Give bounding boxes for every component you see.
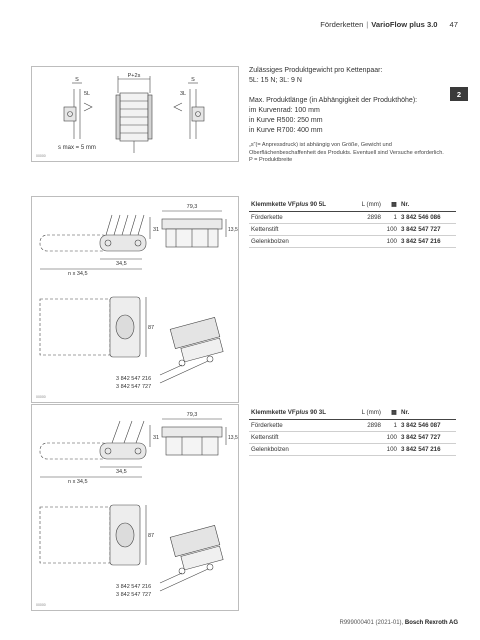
length-r500: in Kurve R500: 250 mm: [249, 117, 323, 124]
header-product: VarioFlow plus 3.0: [371, 20, 438, 29]
figure-5l-chain: [31, 196, 239, 403]
package-icon: ▦: [391, 201, 397, 208]
col-number: Nr.: [399, 199, 456, 212]
header-separator: |: [366, 20, 369, 29]
figure-clamping-principle: [31, 66, 239, 162]
dim-79-3: 79,3: [186, 412, 198, 418]
page-footer: [339, 620, 458, 626]
table-title: Klemmkette VFplus 90 3L: [249, 407, 345, 420]
dim-s-right: S: [191, 77, 195, 83]
dim-79-3: 79,3: [186, 204, 198, 210]
col-length: L (mm): [345, 199, 383, 212]
chapter-tab[interactable]: 2: [450, 87, 468, 101]
col-qty: [383, 407, 399, 420]
dim-pitch: 34,5: [116, 261, 127, 267]
table-row: Gelenkbolzen 100 3 842 547 216: [249, 444, 456, 456]
table-row: Förderkette 2898 1 3 842 546 086: [249, 212, 456, 224]
col-length: L (mm): [345, 407, 383, 420]
length-r700: in Kurve R700: 400 mm: [249, 127, 323, 134]
dim-p-2s: P+2s: [127, 73, 141, 79]
table-row: Kettenstift 100 3 842 547 727: [249, 432, 456, 444]
header-section: Förderketten: [320, 20, 364, 29]
page-header: [320, 20, 458, 29]
dim-13-5: 13,5: [228, 435, 238, 441]
dim-87: 87: [148, 533, 155, 539]
brand-name: Bosch Rexroth AG: [404, 620, 458, 626]
table-row: Förderkette 2898 1 3 842 546 087: [249, 420, 456, 432]
dim-31: 31: [153, 435, 160, 441]
package-icon: ▦: [391, 409, 397, 416]
dim-n-pitch: n x 34,5: [68, 479, 88, 485]
col-qty: [383, 199, 399, 212]
figure-clamping-drawing: [32, 67, 238, 161]
parts-table-5l: [249, 199, 456, 248]
length-heading: Max. Produktlänge (in Abhängigkeit der Produkthöhe):: [249, 97, 418, 104]
part-number-a: 3 842 547 216: [116, 584, 152, 590]
page-number: 47: [449, 20, 458, 29]
figure1-ref: 00000: [36, 154, 46, 158]
length-curve-wheel: im Kurvenrad: 100 mm: [249, 107, 320, 114]
dim-s-left: S: [75, 77, 79, 83]
label-5l: 5L: [84, 91, 91, 97]
dim-31: 31: [153, 227, 160, 233]
weight-heading: Zulässiges Produktgewicht pro Kettenpaar:: [249, 67, 383, 74]
pressure-note: „s“(= Anpressdruck) ist abhängig von Größe, Gewicht und Oberflächenbeschaffenheit des Produkts. Eventuell sind Versuche erforderlich.: [249, 142, 444, 156]
table-header: [249, 199, 456, 212]
document-number: R999000401 (2021-01),: [339, 620, 404, 626]
dim-87: 87: [148, 325, 155, 331]
part-number-b: 3 842 547 727: [116, 384, 152, 390]
figure3-ref: 00000: [36, 603, 46, 607]
table-row: Gelenkbolzen 100 3 842 547 216: [249, 236, 456, 248]
dim-pitch: 34,5: [116, 469, 127, 475]
dim-13-5: 13,5: [228, 227, 238, 233]
weight-values: 5L: 15 N; 3L: 9 N: [249, 77, 302, 84]
figure-3l-chain: [31, 404, 239, 611]
part-number-b: 3 842 547 727: [116, 592, 152, 598]
figure-3l-drawing: [32, 405, 238, 610]
label-3l: 3L: [180, 91, 187, 97]
figure-5l-drawing: [32, 197, 238, 402]
col-number: Nr.: [399, 407, 456, 420]
table-header: [249, 407, 456, 420]
product-width-note: P = Produktbreite: [249, 157, 293, 163]
table-row: Kettenstift 100 3 842 547 727: [249, 224, 456, 236]
figure1-caption: s max = 5 mm: [58, 145, 96, 151]
parts-table-3l: [249, 407, 456, 456]
table-title: Klemmkette VFplus 90 5L: [249, 199, 345, 212]
dim-n-pitch: n x 34,5: [68, 271, 88, 277]
product-info: [249, 66, 449, 165]
part-number-a: 3 842 547 216: [116, 376, 152, 382]
figure2-ref: 00000: [36, 395, 46, 399]
